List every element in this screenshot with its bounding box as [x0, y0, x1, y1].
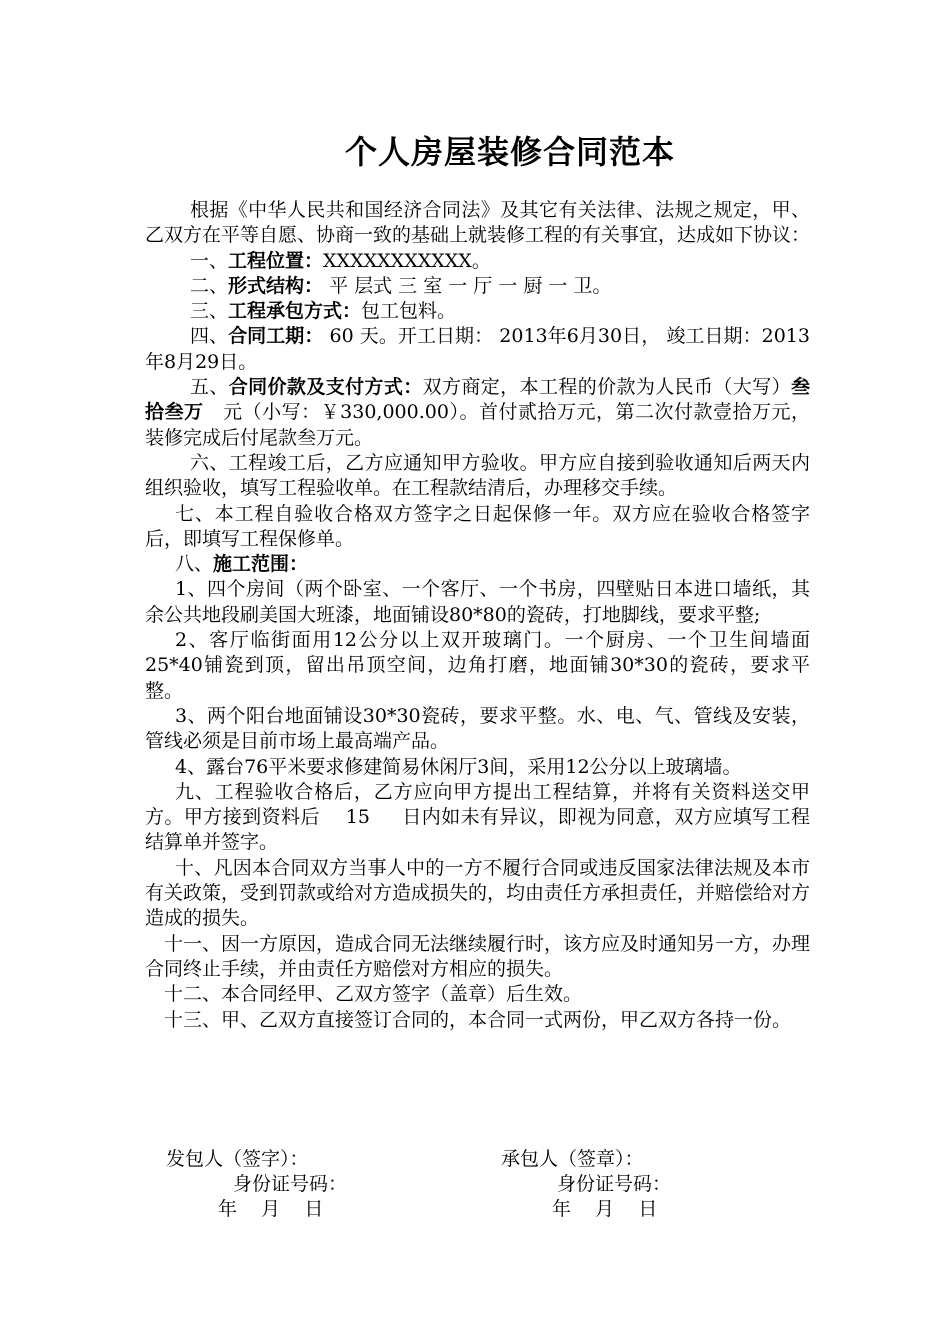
clause-text: 日内如未有异议，即视为同意，双方应填写工程结算单并签字。 — [145, 806, 810, 854]
clause-structure — [145, 274, 810, 299]
clause-location — [145, 249, 810, 274]
clause-text: 60 天。开工日期： 2013年6月30日， 竣工日期：2013年8月29日。 — [145, 325, 810, 373]
clause-text: 平 层式 三 室 一 厅 一 厨 一 卫。 — [329, 274, 612, 297]
clause-price-payment — [145, 375, 810, 451]
clause-effective: 十二、本合同经甲、乙双方签字（盖章）后生效。 — [164, 983, 583, 1006]
clause-heading: 合同价款及支付方式： — [228, 376, 423, 399]
clause-number: 一、 — [190, 249, 229, 272]
scope-item-rooms: 1、四个房间（两个卧室、一个客厅、一个书房，四壁贴日本进口墙纸，其余公共地段刷美国大班漆，地面铺设80*80的瓷砖，打地脚线，要求平整; — [145, 578, 810, 626]
party-b-id-label: 身份证号码： — [557, 1173, 672, 1195]
scope-item-living-room: 2、客厅临街面用12公分以上双开玻璃门。一个厨房、一个卫生间墙面25*40铺瓷到顶，留出吊顶空间，边角打磨，地面铺30*30的瓷砖，要求平整。 — [145, 629, 810, 702]
clause-number: 八、 — [175, 553, 214, 576]
clause-scope — [145, 552, 810, 577]
clause-termination: 十一、因一方原因，造成合同无法继续履行时，该方应及时通知另一方，办理合同终止手续，并由责任方赔偿对方相应的损失。 — [145, 932, 811, 980]
party-a-signature-label: 发包人（签字）： — [166, 1148, 309, 1170]
clause-contract-method — [145, 299, 810, 324]
clause-number: 二、 — [190, 274, 229, 297]
clause-copies: 十三、甲、乙双方直接签订合同的，本合同一式两份，甲乙双方各持一份。 — [164, 1008, 792, 1031]
clause-settlement — [145, 780, 810, 856]
clause-completion: 六、工程竣工后，乙方应通知甲方验收。甲方应自接到验收通知后两天内组织验收，填写工程验收单。在工程款结清后，办理移交手续。 — [145, 451, 810, 500]
price-amount-capital: 叁拾叁万 — [145, 376, 810, 424]
clause-text: 元（小写：￥330,000.00）。首付贰拾万元，第二次付款壹拾万元，装修完成后付尾款叁万元。 — [145, 401, 810, 449]
clause-duration — [145, 324, 810, 375]
clause-text: 包工包料。 — [361, 300, 457, 323]
clause-liability: 十、凡因本合同双方当事人中的一方不履行合同或违反国家法律法规及本市有关政策，受到罚款或给对方造成损失的，均由责任方承担责任，并赔偿给对方造成的损失。 — [145, 856, 811, 930]
clause-text: 九、工程验收合格后，乙方应向甲方提出工程结算，并将有关资料送交甲方。甲方接到资料后 — [145, 780, 810, 829]
clause-text: 双方商定，本工程的价款为人民币（大写） — [422, 376, 791, 399]
clause-heading: 工程位置： — [228, 249, 324, 272]
clause-heading: 工程承包方式： — [228, 300, 362, 323]
scope-item-terrace: 4、露台76平米要求修建简易休闲厅3间，采用12公分以上玻璃墙。 — [175, 755, 742, 778]
intro-paragraph: 根据《中华人民共和国经济合同法》及其它有关法律、法规之规定，甲、乙双方在平等自愿、协商一致的基础上就装修工程的有关事宜，达成如下协议： — [145, 199, 811, 247]
clause-heading: 合同工期： — [228, 325, 324, 348]
clause-warranty: 七、本工程自验收合格双方签字之日起保修一年。双方应在验收合格签字后，即填写工程保修单。 — [145, 502, 810, 550]
party-a-date: 年 月 日 — [218, 1198, 324, 1220]
contract-body — [145, 198, 810, 1033]
party-a-id-label: 身份证号码： — [233, 1173, 348, 1195]
party-b-signature-label: 承包人（签章）： — [501, 1148, 644, 1170]
document-title: 个人房屋装修合同范本 — [344, 133, 675, 171]
clause-number: 五、 — [190, 376, 229, 399]
clause-text: XXXXXXXXXXX。 — [323, 249, 491, 272]
clause-number: 四、 — [190, 325, 229, 348]
clause-heading: 形式结构： — [228, 274, 324, 297]
clause-number: 三、 — [190, 300, 229, 323]
clause-heading: 施工范围： — [213, 553, 309, 576]
party-b-date: 年 月 日 — [552, 1198, 658, 1220]
settlement-days: 15 — [345, 806, 370, 829]
scope-item-balcony: 3、两个阳台地面铺设30*30瓷砖，要求平整。水、电、气、管线及安装，管线必须是目前市场上最高端产品。 — [145, 704, 810, 753]
